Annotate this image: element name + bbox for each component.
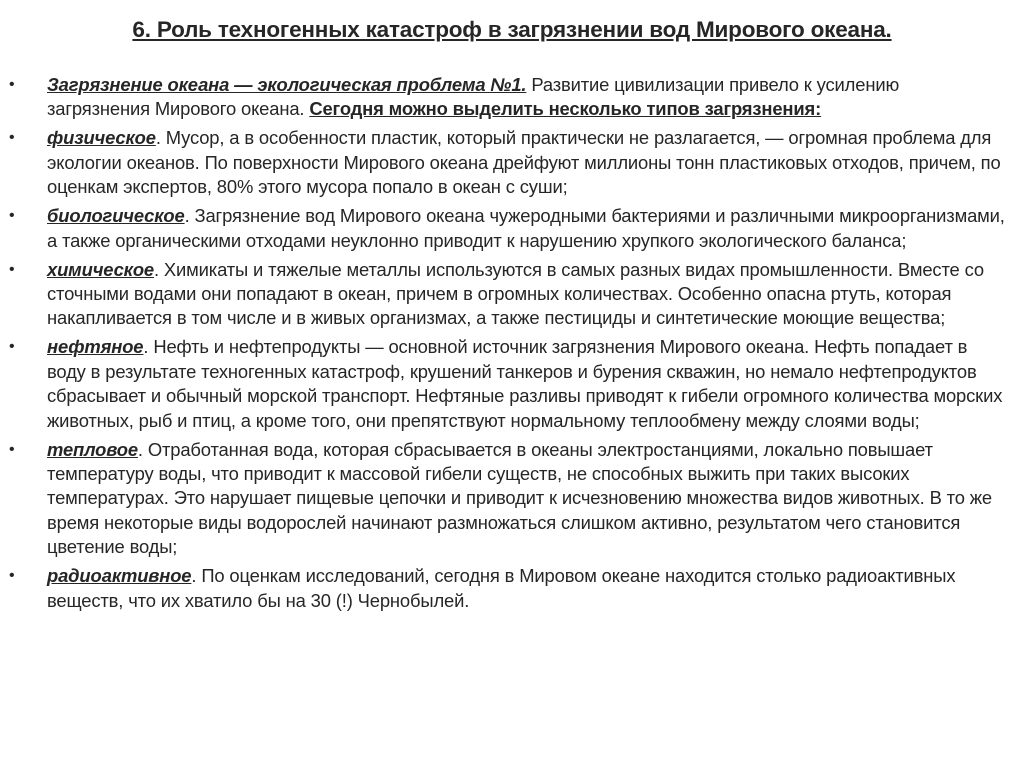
item-sep: . bbox=[143, 336, 154, 358]
bullet-icon: • bbox=[9, 260, 15, 278]
item-term: нефтяное bbox=[47, 336, 144, 358]
slide-title: 6. Роль техногенных катастроф в загрязнении вод Мирового океана. bbox=[132, 17, 892, 42]
bullet-icon: • bbox=[9, 207, 15, 225]
item-sep: . bbox=[154, 258, 164, 280]
item-term: химическое bbox=[47, 258, 154, 280]
bullet-icon: • bbox=[9, 440, 15, 458]
item-text: По оценкам исследований, сегодня в Мировом океане находится столько радиоактивных веществ, что их хватило бы на 30 (!) Чернобылей. bbox=[47, 565, 956, 611]
list-item-biological bbox=[0, 204, 1024, 253]
item-text: Отработанная вода, которая сбрасывается в океаны электростанциями, локально повышает температуру воды, что приводит к массовой гибели существ, не способных выжить при таких высоких температурах. Это нарушает пищевые цепочки и приводит к исчезновению множества видов животных. В то же время некоторые виды водорослей начинают размножаться слишком активно, результатом чего становится цветение воды; bbox=[47, 438, 992, 558]
bullet-icon: • bbox=[9, 129, 15, 147]
item-text: Химикаты и тяжелые металлы используются в самых разных видах промышленности. Вместе со сточными водами они попадают в океан, причем в огромных количествах. Особенно опасна ртуть, которая накапливается в том числе и в живых организмах, а также пестициды и синтетические моющие вещества; bbox=[47, 258, 984, 329]
item-text: Мусор, а в особенности пластик, который практически не разлагается, — огромная проблема для экологии океанов. По поверхности Мирового океана дрейфуют миллионы тонн пластиковых отходов, причем, по оценкам экспертов, 80% этого мусора попало в океан с суши; bbox=[47, 127, 1001, 198]
item-text: Нефть и нефтепродукты — основной источник загрязнения Мирового океана. Нефть попадает в воду в результате техногенных катастроф, крушений танкеров и бурения скважин, но немало нефтепродуктов сбрасывает и обычный морской транспорт. Нефтяные разливы приводят к гибели огромного количества морских животных, рыб и птиц, а кроме того, они препятствуют нормальному теплообмену между слоями воды; bbox=[47, 336, 1003, 431]
list-item-thermal bbox=[0, 438, 1024, 560]
item-term: тепловое bbox=[47, 438, 138, 460]
pollution-list bbox=[0, 73, 1024, 618]
item-sep: . bbox=[191, 565, 202, 587]
list-item-radioactive bbox=[0, 564, 1024, 613]
bullet-icon: • bbox=[9, 567, 15, 585]
item-text: Загрязнение вод Мирового океана чужеродными бактериями и различными микроорганизмами, а также органическими отходами неуклонно приводит к нарушению хрупкого экологического баланса; bbox=[47, 205, 1005, 251]
item-sep: . bbox=[184, 205, 195, 227]
intro-text: Развитие цивилизации привело к усилению загрязнения Мирового океана. bbox=[47, 74, 900, 120]
bullet-icon: • bbox=[9, 338, 15, 356]
list-item-chemical bbox=[0, 258, 1024, 331]
intro-emphasis: Сегодня можно выделить несколько типов загрязнения: bbox=[309, 98, 822, 120]
list-item-intro bbox=[0, 73, 1024, 122]
list-item-physical bbox=[0, 126, 1024, 199]
item-sep: . bbox=[137, 438, 148, 460]
bullet-icon: • bbox=[9, 76, 15, 93]
item-term: биологическое bbox=[47, 205, 185, 227]
item-term: физическое bbox=[47, 127, 156, 149]
item-sep: . bbox=[155, 127, 166, 149]
item-term: радиоактивное bbox=[47, 565, 192, 587]
intro-term: Загрязнение океана — экологическая проблема №1. bbox=[47, 74, 527, 95]
list-item-oil bbox=[0, 335, 1024, 433]
